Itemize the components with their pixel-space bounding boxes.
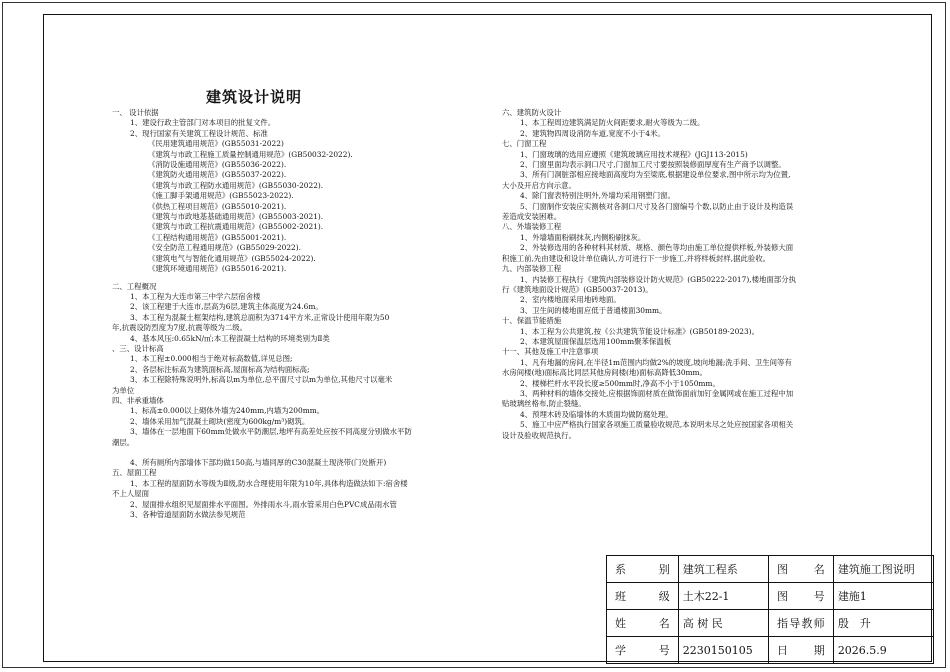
section-heading: 五、屋面工程 <box>112 468 157 478</box>
title-block-row <box>607 583 934 610</box>
student-id-value: 2230150105 <box>678 637 768 664</box>
note-line: 1、本工程为大连市第三中学六层宿舍楼 <box>130 291 261 301</box>
note-line: 《施工脚手架通用规范》(GB55023-2022). <box>148 191 294 201</box>
note-line: 4、预埋木砖及临墙体的木质面均做防腐处理。 <box>520 409 673 419</box>
section-heading: 九、内部装修工程 <box>502 264 562 274</box>
name-value: 高 树 民 <box>678 610 768 637</box>
note-line: 2、该工程建于大连市,层高为6层,建筑主体高度为24.6m。 <box>130 302 323 312</box>
note-line: 差造成安装困难。 <box>502 212 562 222</box>
note-line: 1、标高±0.000以上砌体外墙为240mm,内墙为200mm。 <box>130 406 325 416</box>
note-line: 为单位 <box>112 385 135 395</box>
class-value: 土木22-1 <box>678 583 768 610</box>
date-value: 2026.5.9 <box>833 637 933 664</box>
note-line: 2、屋面排水组织见屋面排水平面图。外排雨水斗,雨水管采用白色PVC成品雨水管 <box>130 499 397 509</box>
note-line: 5、施工中应严格执行国家各项施工质量验收规范,本说明未尽之处应按国家各项相关 <box>520 420 794 430</box>
title-block-row <box>607 610 934 637</box>
spacer <box>112 275 462 282</box>
note-line: 《建筑与市政地基基础通用规范》(GB55003-2021). <box>148 212 324 222</box>
drawing-name-value: 建筑施工图说明 <box>833 556 933 583</box>
note-line: 《建筑与市政工程抗震通用规范》(GB55002-2021). <box>148 222 324 232</box>
note-line: 2、门窗里面均表示洞口尺寸,门窗加工尺寸要按照装修面厚度有生产商予以调整。 <box>520 160 786 170</box>
note-line: 积施工前,先由建设和设计单位确认,方可进行下一步施工,并将样板封样,据此验收。 <box>502 253 771 263</box>
note-line: 不上人屋面 <box>112 489 149 499</box>
note-line: 2、各层标注标高为建筑面标高,屋面标高为结构面标高; <box>130 364 310 374</box>
title-block <box>606 555 934 664</box>
drawing-name-label: 图 名 <box>769 556 834 583</box>
note-line: 《建筑与市政工程施工质量控制通用规范》(GB50032-2022). <box>148 149 353 159</box>
section-heading: 十、保温节能措施 <box>502 316 562 326</box>
note-line: 5、门窗制作安装应实测核对各洞口尺寸及各门窗编号个数,以防止由于设计及构造误 <box>520 201 794 211</box>
note-line: 3、墙体在一层地面下60mm处做水平防潮层,地坪有高差处应按不同高度分别做水平防 <box>130 427 412 437</box>
student-id-label: 学 号 <box>607 637 679 664</box>
note-line: 1、凡有地漏的房间,在半径1m范围内均做2%的坡度,坡向地漏;洗手间、卫生间等有 <box>520 357 792 367</box>
note-line: 3、各种管道屋面防水做法参见规范 <box>130 510 246 520</box>
right-notes-column <box>502 108 892 441</box>
note-line: 1、建设行政主管部门对本项目的批复文件。 <box>130 118 276 128</box>
section-heading: 四、非承重墙体 <box>112 395 164 405</box>
note-line: 2、本建筑屋面保温层选用100mm聚苯保温板 <box>520 336 672 346</box>
note-line: 4、除门窗表特别注明外,外墙均采用钢塑门窗。 <box>520 191 675 201</box>
note-line: 1、内装修工程执行《建筑内部装修设计防火规范》(GB50222-2017),楼地面部分执 <box>520 274 796 284</box>
date-label: 日 期 <box>769 637 834 664</box>
department-label: 系 别 <box>607 556 679 583</box>
title-block-row <box>607 556 934 583</box>
section-heading: 七、门窗工程 <box>502 139 547 149</box>
note-line: 行《建筑地面设计规范》(GB50037-2013)。 <box>502 284 653 294</box>
name-label: 姓 名 <box>607 610 679 637</box>
note-line: 1、本工程为公共建筑,按《公共建筑节能设计标准》(GB50189-2023)。 <box>520 326 759 336</box>
note-line: 大小及开启方向示意。 <box>502 180 576 190</box>
note-line: 《消防设施通用规范》(GB55036-2022). <box>148 160 287 170</box>
class-label: 班 级 <box>607 583 679 610</box>
section-heading: 、三、设计标高 <box>112 343 164 353</box>
advisor-value: 殷 升 <box>833 610 933 637</box>
note-line: 2、楼梯栏杆水平段长度≥500mm时,净高不小于1050mm。 <box>520 378 720 388</box>
section-heading: 八、外墙装修工程 <box>502 222 562 232</box>
note-line: 2、建筑物四周设消防车道,宽度不小于4米。 <box>520 128 665 138</box>
note-line: 1、外墙墙面粉刷抹灰,内侧粉刷抹灰。 <box>520 232 646 242</box>
section-heading: 二、工程概况 <box>112 281 157 291</box>
note-line: 1、本工程周边建筑满足防火间距要求,耐火等级为二级。 <box>520 118 705 128</box>
note-line: 3、本工程除特殊说明外,标高以m为单位,总平面尺寸以m为单位,其他尺寸以毫米 <box>130 375 393 385</box>
left-notes-column <box>112 108 462 520</box>
note-line: 潮层。 <box>112 437 135 447</box>
note-line: 3、所有门洞脏部相应接地面高度均为至梁底,根据建设单位要求,图中所示均为位置, <box>520 170 791 180</box>
note-line: 贴玻璃丝格布,防止裂缝。 <box>502 399 586 409</box>
note-line: 3、卫生间的楼地面应低于普通楼面30mm。 <box>520 305 667 315</box>
section-heading: 十一、其他及施工中注意事项 <box>502 347 599 357</box>
note-line: 水房间楼(地)面标高比同层其他房间楼(地)面标高降低30mm。 <box>502 368 707 378</box>
note-line: 2、外装修选用的各种材料其材质、规格、颜色等均由施工单位提供样板,外装修大面 <box>520 243 794 253</box>
department-value: 建筑工程系 <box>678 556 768 583</box>
note-line: 3、两种材料的墙体交接处,应根据饰面材质在做饰面前加钉金属网或在施工过程中加 <box>520 388 794 398</box>
advisor-label: 指导教师 <box>769 610 834 637</box>
note-line: 《建筑电气与智能化通用规范》(GB55024-2022). <box>148 253 316 263</box>
note-line: 《工程结构通用规范》(GB55001-2021). <box>148 232 287 242</box>
section-heading: 六、建筑防火设计 <box>502 108 562 117</box>
note-line: 1、门窗玻璃的选用应遵照《建筑玻璃应用技术规程》(JGJ113-2015) <box>520 149 748 159</box>
note-line: 设计及验收规范执行。 <box>502 430 576 440</box>
note-line: 年,抗震设防烈度为7度,抗震等级为二级。 <box>112 323 248 333</box>
note-line: 《建筑防火通用规范》(GB55037-2022). <box>148 170 287 180</box>
note-line: 1、本工程的屋面防水等级为Ⅱ级,防水合理使用年限为10年,具体构造做法如下:宿舍楼 <box>130 478 408 488</box>
drawing-number-label: 图 号 <box>769 583 834 610</box>
note-line: 《民用建筑通用规范》(GB55031-2022) <box>148 139 284 149</box>
document-title: 建筑设计说明 <box>206 88 303 106</box>
spacer <box>112 448 462 458</box>
note-line: 4、基本风压:0.65kN/㎡;本工程混凝土结构的环境类别为Ⅱ类 <box>130 333 330 343</box>
note-line: 《供热工程项目规范》(GB55010-2021). <box>148 201 287 211</box>
note-line: 3、本工程为混凝土框架结构,建筑总面积为3714平方米,正常设计使用年限为50 <box>130 312 390 322</box>
note-line: 2、现行国家有关建筑工程设计规范、标准 <box>130 128 268 138</box>
note-line: 《建筑与市政工程防水通用规范》(GB55030-2022). <box>148 180 324 190</box>
note-line: 2、墙体采用加气混凝土砌块(密度为600kg/m³)砌筑。 <box>130 416 310 426</box>
note-line: 《安全防范工程通用规范》(GB55029-2022). <box>148 243 301 253</box>
section-heading: 一、 设计依据 <box>112 108 159 117</box>
note-line: 《建筑环境通用规范》(GB55016-2021). <box>148 264 287 274</box>
note-line: 1、本工程±0.000相当于绝对标高数值,详见总图; <box>130 354 293 364</box>
title-block-row <box>607 637 934 664</box>
note-line: 4、所有厕所内部墙体下部均做150高,与墙同厚的C30混凝土现浇带(门处断开) <box>130 458 387 467</box>
note-line: 2、室内楼地面采用地砖地面。 <box>520 295 621 305</box>
drawing-number-value: 建施1 <box>833 583 933 610</box>
